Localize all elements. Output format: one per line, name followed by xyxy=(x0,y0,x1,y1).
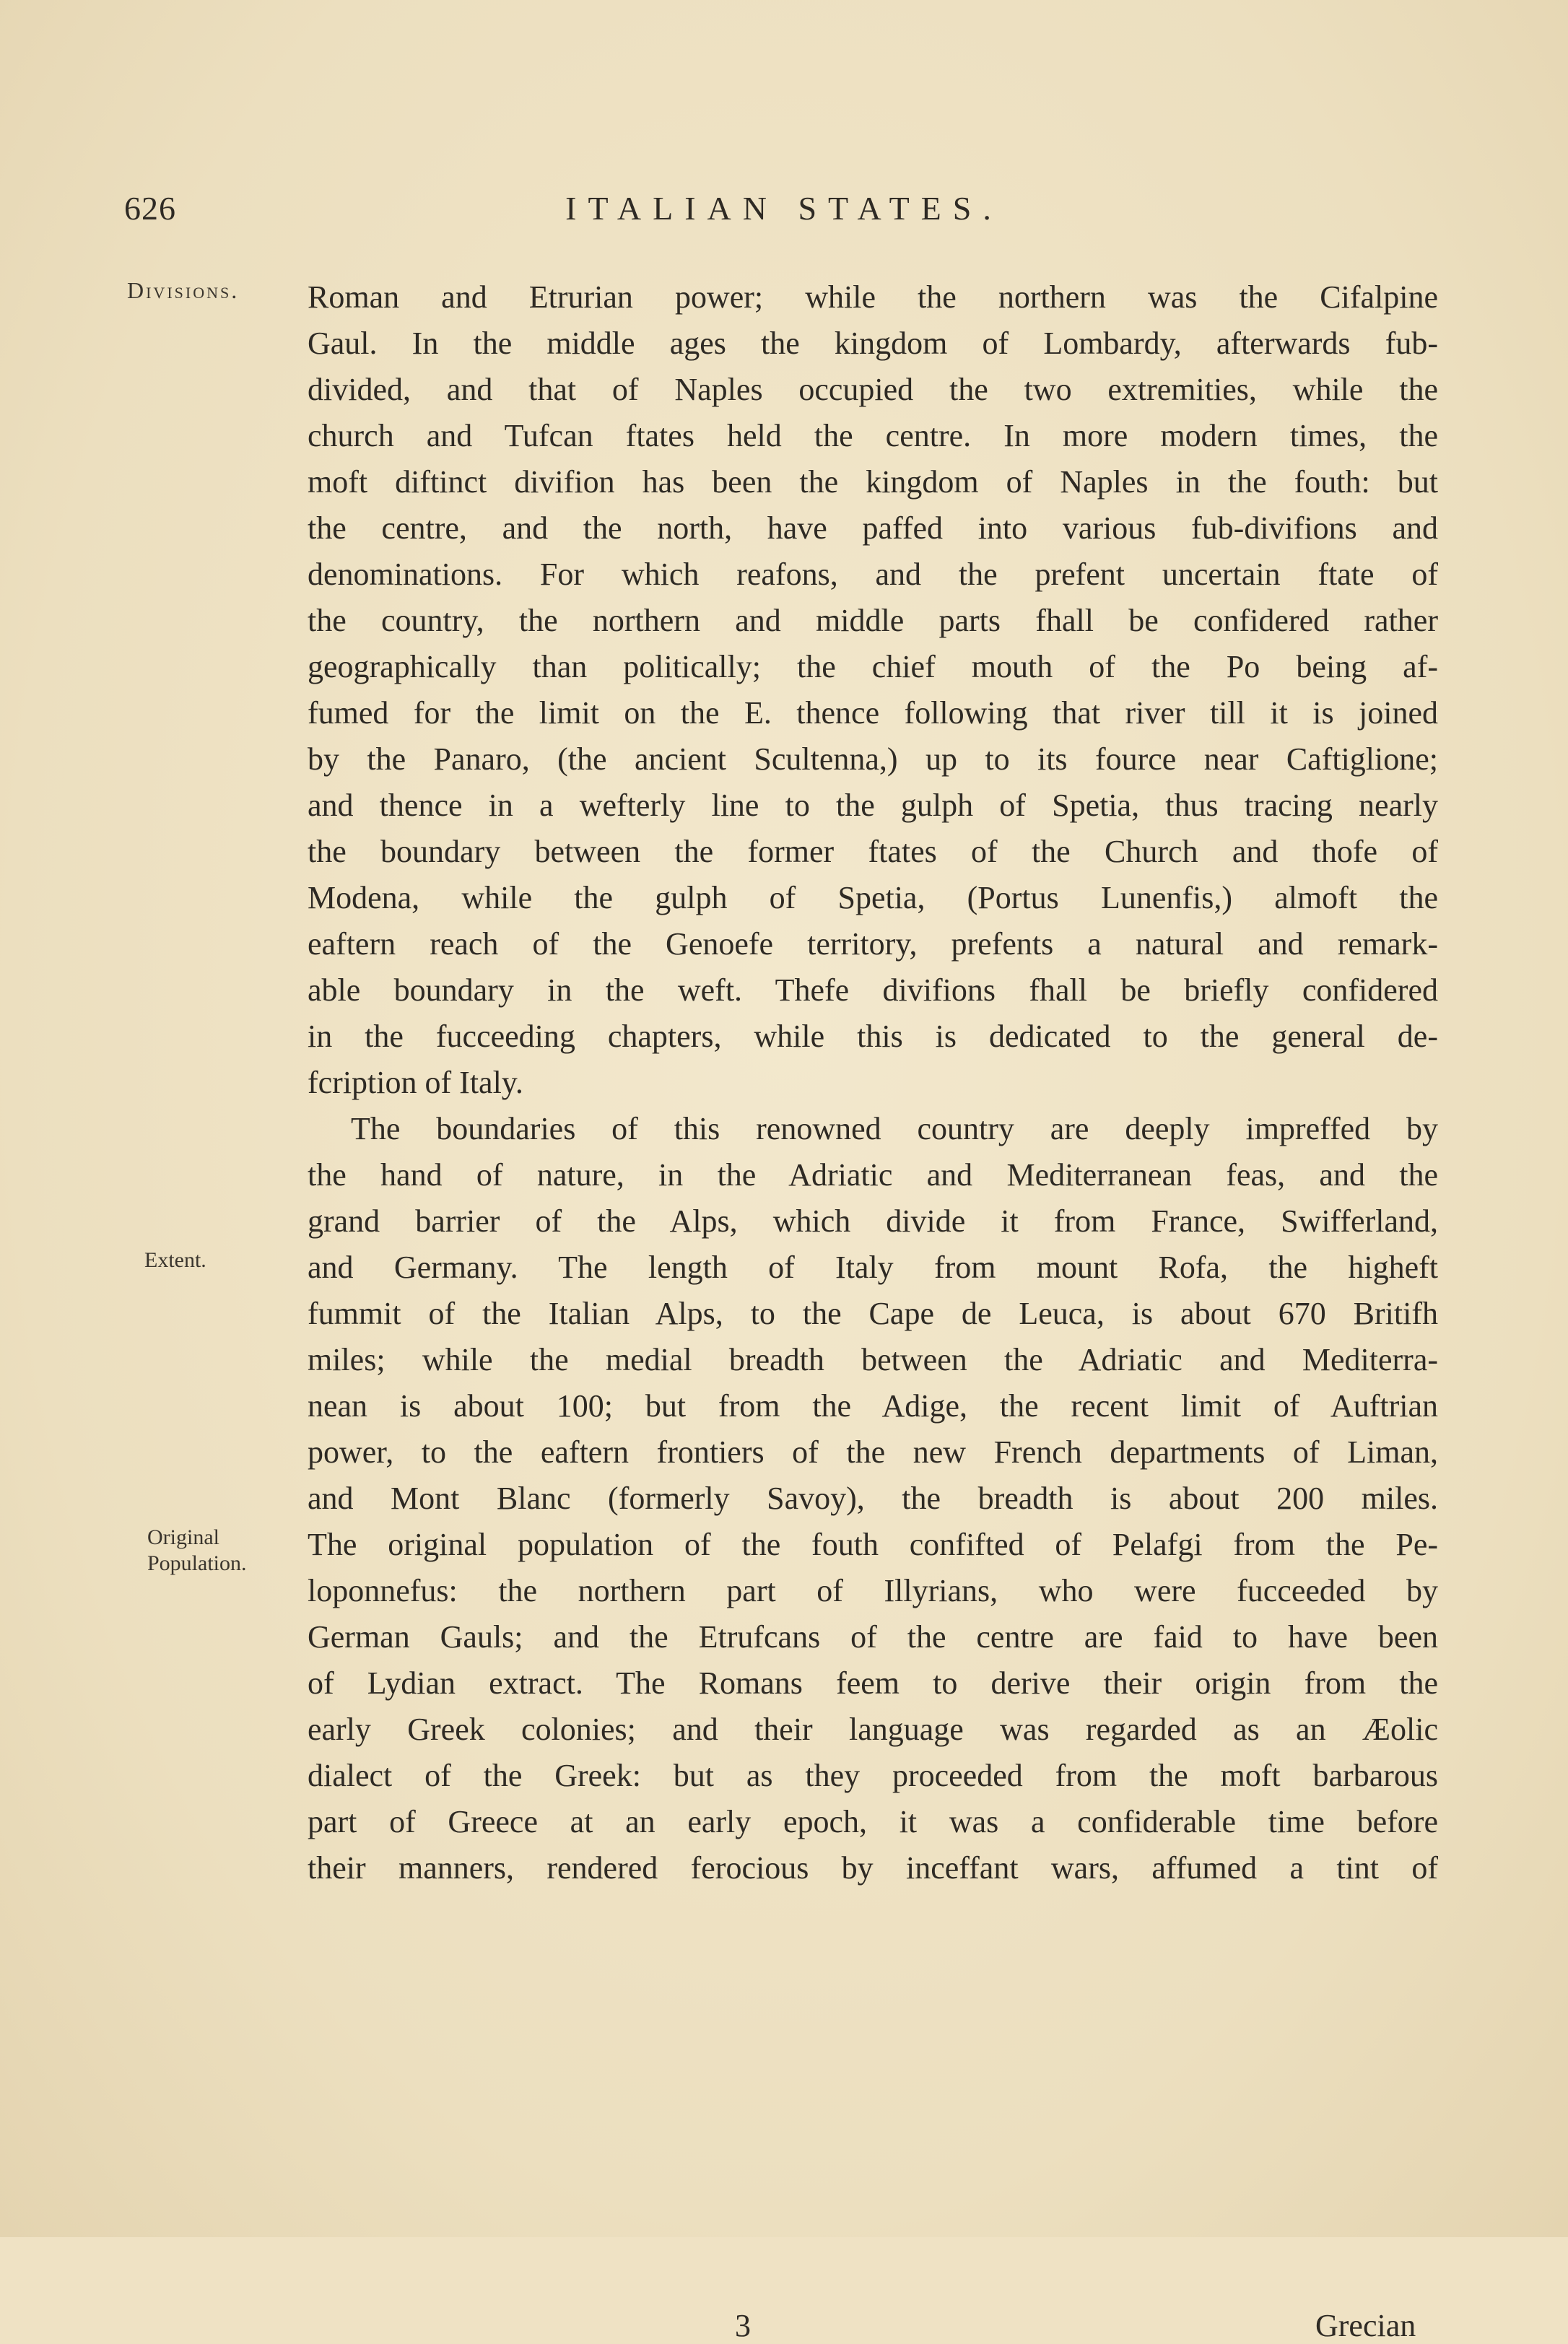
text-line: miles; while the medial breadth between the Adriatic and Mediterra- xyxy=(308,1342,1438,1377)
text-line: their manners, rendered ferocious by inceffant wars, affumed a tint of xyxy=(308,1850,1438,1886)
text-line: power, to the eaftern frontiers of the new French departments of Liman, xyxy=(308,1434,1438,1470)
text-line: fumed for the limit on the E. thence following that river till it is joined xyxy=(308,695,1438,731)
text-line: by the Panaro, (the ancient Scultenna,) up to its fource near Caftiglione; xyxy=(308,741,1438,777)
text-line: moft diftinct divifion has been the kingdom of Naples in the fouth: but xyxy=(308,464,1438,500)
text-line: nean is about 100; but from the Adige, the recent limit of Auftrian xyxy=(308,1388,1438,1424)
margin-note-original: Original xyxy=(147,1525,219,1549)
text-line: loponnefus: the northern part of Illyrians, who were fucceeded by xyxy=(308,1573,1438,1608)
text-line: geographically than politically; the chief mouth of the Po being af- xyxy=(308,649,1438,684)
catchword: Grecian xyxy=(1315,2308,1416,2343)
text-line: fummit of the Italian Alps, to the Cape de Leuca, is about 670 Britifh xyxy=(308,1296,1438,1331)
text-line: German Gauls; and the Etrufcans of the centre are faid to have been xyxy=(308,1619,1438,1655)
page-number: 626 xyxy=(124,190,176,227)
margin-note-divisions: Divisions. xyxy=(127,277,240,303)
text-line: and Mont Blanc (formerly Savoy), the breadth is about 200 miles. xyxy=(308,1481,1438,1516)
text-line: dialect of the Greek: but as they proceeded from the moft barbarous xyxy=(308,1758,1438,1793)
margin-note-population: Population. xyxy=(147,1551,247,1575)
text-line: The boundaries of this renowned country are deeply impreffed by xyxy=(351,1111,1438,1146)
text-line: part of Greece at an early epoch, it was a confiderable time before xyxy=(308,1804,1438,1839)
text-line: early Greek colonies; and their language was regarded as an Æolic xyxy=(308,1712,1438,1747)
text-line: the hand of nature, in the Adriatic and Mediterranean feas, and the xyxy=(308,1157,1438,1193)
text-line: divided, and that of Naples occupied the two extremities, while the xyxy=(308,372,1438,407)
body-text xyxy=(308,274,1438,1891)
text-line: eaftern reach of the Genoefe territory, prefents a natural and remark- xyxy=(308,926,1438,962)
text-line: church and Tufcan ftates held the centre. In more modern times, the xyxy=(308,418,1438,453)
text-line: Roman and Etrurian power; while the northern was the Cifalpine xyxy=(308,279,1438,315)
running-title: ITALIAN STATES. xyxy=(565,190,1003,227)
text-line: The original population of the fouth confifted of Pelafgi from the Pe- xyxy=(308,1527,1438,1562)
margin-note-original-population xyxy=(147,1525,247,1577)
text-line: and thence in a wefterly line to the gulph of Spetia, thus tracing nearly xyxy=(308,788,1438,823)
text-line: the boundary between the former ftates of the Church and thofe of xyxy=(308,834,1438,869)
text-line: grand barrier of the Alps, which divide it from France, Swifferland, xyxy=(308,1203,1438,1239)
margin-note-extent: Extent. xyxy=(144,1248,206,1272)
signature-mark: 3 xyxy=(735,2308,751,2343)
text-line: able boundary in the weft. Thefe divifions fhall be briefly confidered xyxy=(308,972,1438,1008)
text-line: Gaul. In the middle ages the kingdom of Lombardy, afterwards fub- xyxy=(308,326,1438,361)
text-line: the centre, and the north, have paffed into various fub-divifions and xyxy=(308,510,1438,546)
text-line: Modena, while the gulph of Spetia, (Portus Lunenfis,) almoft the xyxy=(308,880,1438,915)
text-line: the country, the northern and middle parts fhall be confidered rather xyxy=(308,603,1438,638)
text-line: of Lydian extract. The Romans feem to derive their origin from the xyxy=(308,1665,1438,1701)
text-line: and Germany. The length of Italy from mount Rofa, the higheft xyxy=(308,1250,1438,1285)
page-header xyxy=(0,189,1568,240)
text-line: in the fucceeding chapters, while this is dedicated to the general de- xyxy=(308,1019,1438,1054)
text-line: denominations. For which reafons, and the prefent uncertain ftate of xyxy=(308,557,1438,592)
text-line: fcription of Italy. xyxy=(308,1065,523,1100)
